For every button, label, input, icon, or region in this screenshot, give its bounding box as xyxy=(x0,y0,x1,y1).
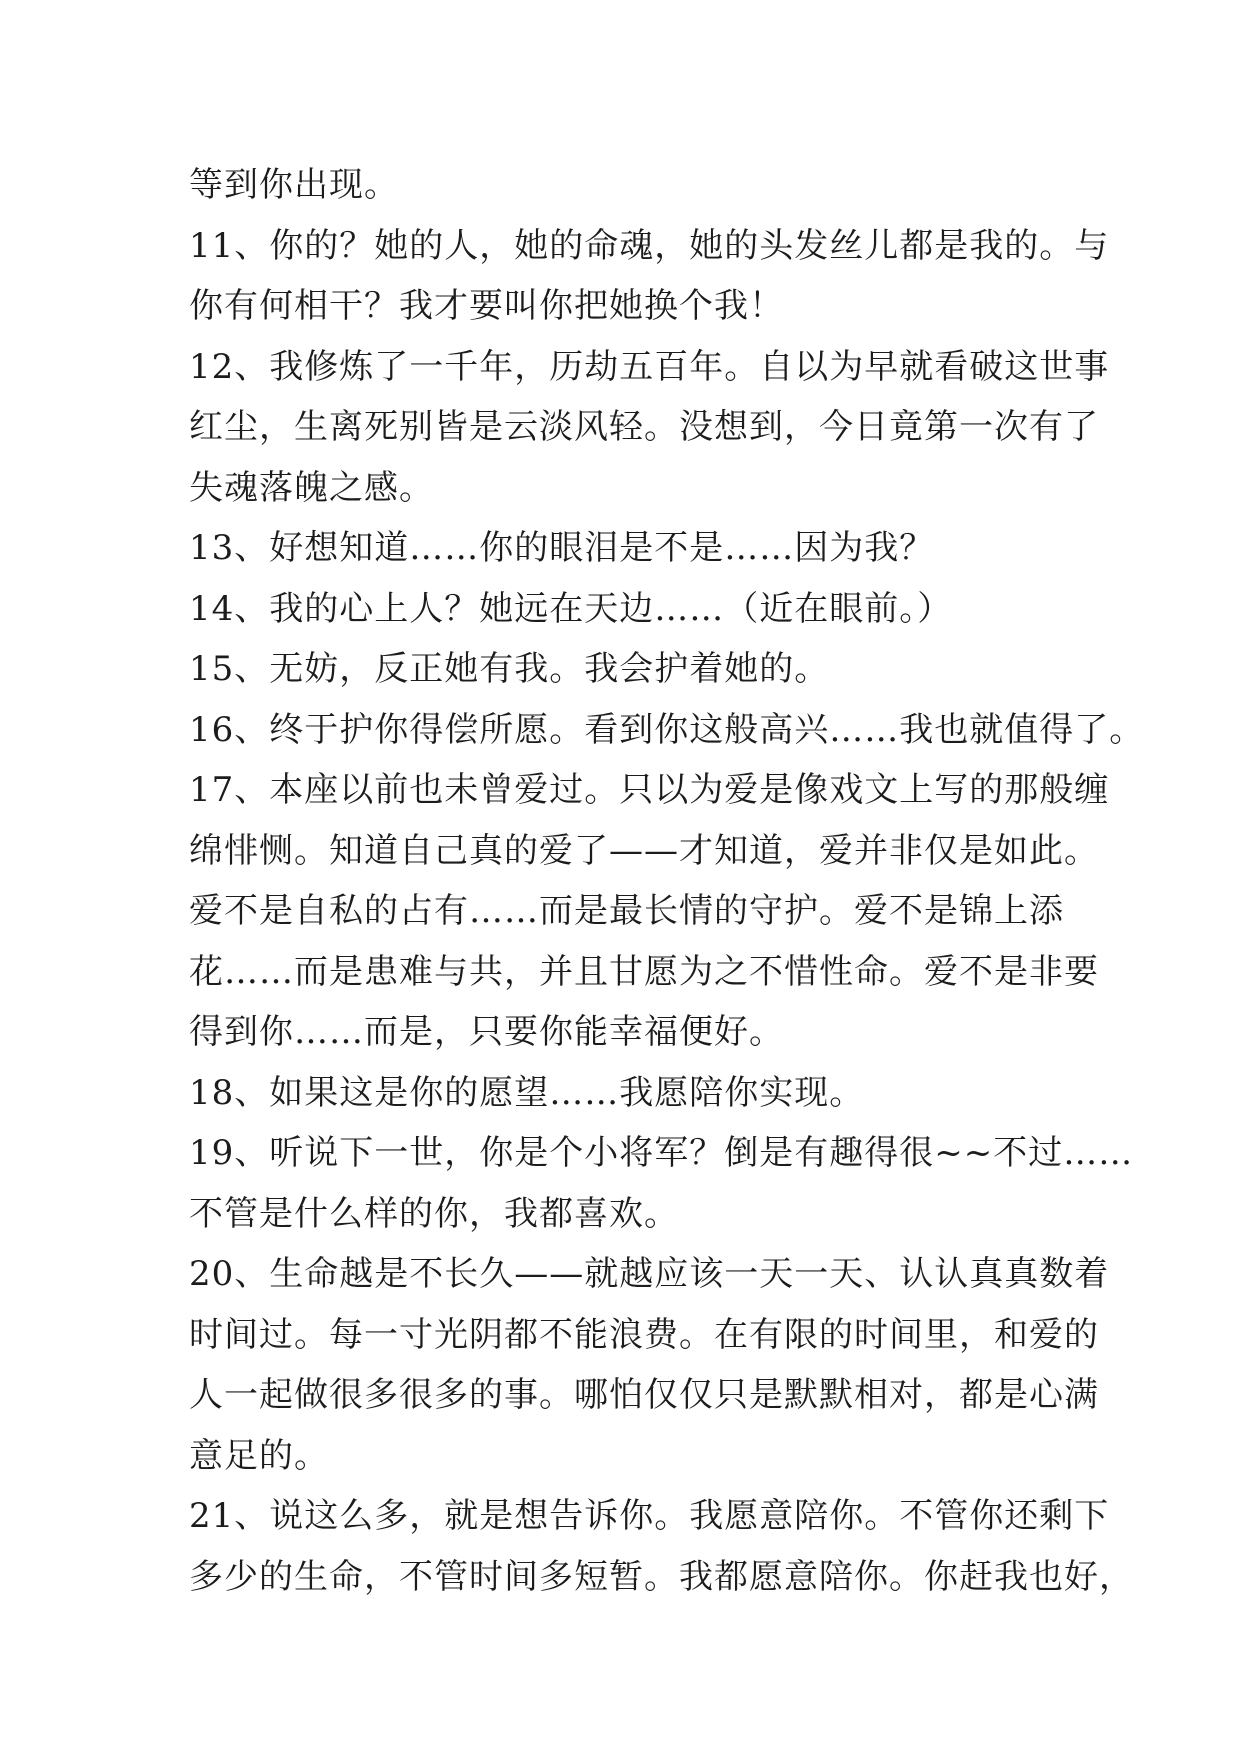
text-line: 11、你的？她的人，她的命魂，她的头发丝儿都是我的。与 xyxy=(189,225,1110,266)
text-line: 14、我的心上人？她远在天边……（近在眼前。） xyxy=(189,588,953,629)
text-line: 16、终于护你得偿所愿。看到你这般高兴……我也就值得了。 xyxy=(189,709,1145,750)
text-line: 12、我修炼了一千年，历劫五百年。自以为早就看破这世事 xyxy=(189,346,1110,387)
text-line: 得到你……而是，只要你能幸福便好。 xyxy=(189,1012,784,1052)
text-line: 爱不是自私的占有……而是最长情的守护。爱不是锦上添 xyxy=(189,891,1064,931)
text-line: 你有何相干？我才要叫你把她换个我！ xyxy=(189,286,784,326)
text-line: 18、如果这是你的愿望……我愿陪你实现。 xyxy=(189,1072,865,1113)
text-line: 20、生命越是不长久——就越应该一天一天、认认真真数着 xyxy=(189,1254,1110,1294)
text-line: 21、说这么多，就是想告诉你。我愿意陪你。不管你还剩下 xyxy=(189,1496,1110,1536)
text-line: 红尘，生离死别皆是云淡风轻。没想到，今日竟第一次有了 xyxy=(189,407,1099,447)
text-line: 意足的。 xyxy=(189,1435,329,1476)
text-line: 多少的生命，不管时间多短暂。我都愿意陪你。你赶我也好， xyxy=(189,1556,1134,1597)
text-line: 15、无妨，反正她有我。我会护着她的。 xyxy=(189,649,830,689)
text-line: 花……而是患难与共，并且甘愿为之不惜性命。爱不是非要 xyxy=(189,951,1099,992)
text-line: 17、本座以前也未曾爱过。只以为爱是像戏文上写的那般缠 xyxy=(189,770,1110,810)
text-line: 19、听说下一世，你是个小将军？倒是有趣得很~~不过…… xyxy=(189,1133,1134,1173)
text-line: 失魂落魄之感。 xyxy=(189,467,434,508)
text-line: 绵悱恻。知道自己真的爱了——才知道，爱并非仅是如此。 xyxy=(189,830,1099,871)
body-text xyxy=(189,155,1145,1607)
text-line: 人一起做很多很多的事。哪怕仅仅只是默默相对，都是心满 xyxy=(189,1375,1099,1415)
text-line: 不管是什么样的你，我都喜欢。 xyxy=(189,1193,679,1234)
text-line: 等到你出现。 xyxy=(189,165,399,205)
text-line: 13、好想知道……你的眼泪是不是……因为我？ xyxy=(189,528,935,568)
text-line: 时间过。每一寸光阴都不能浪费。在有限的时间里，和爱的 xyxy=(189,1314,1099,1355)
